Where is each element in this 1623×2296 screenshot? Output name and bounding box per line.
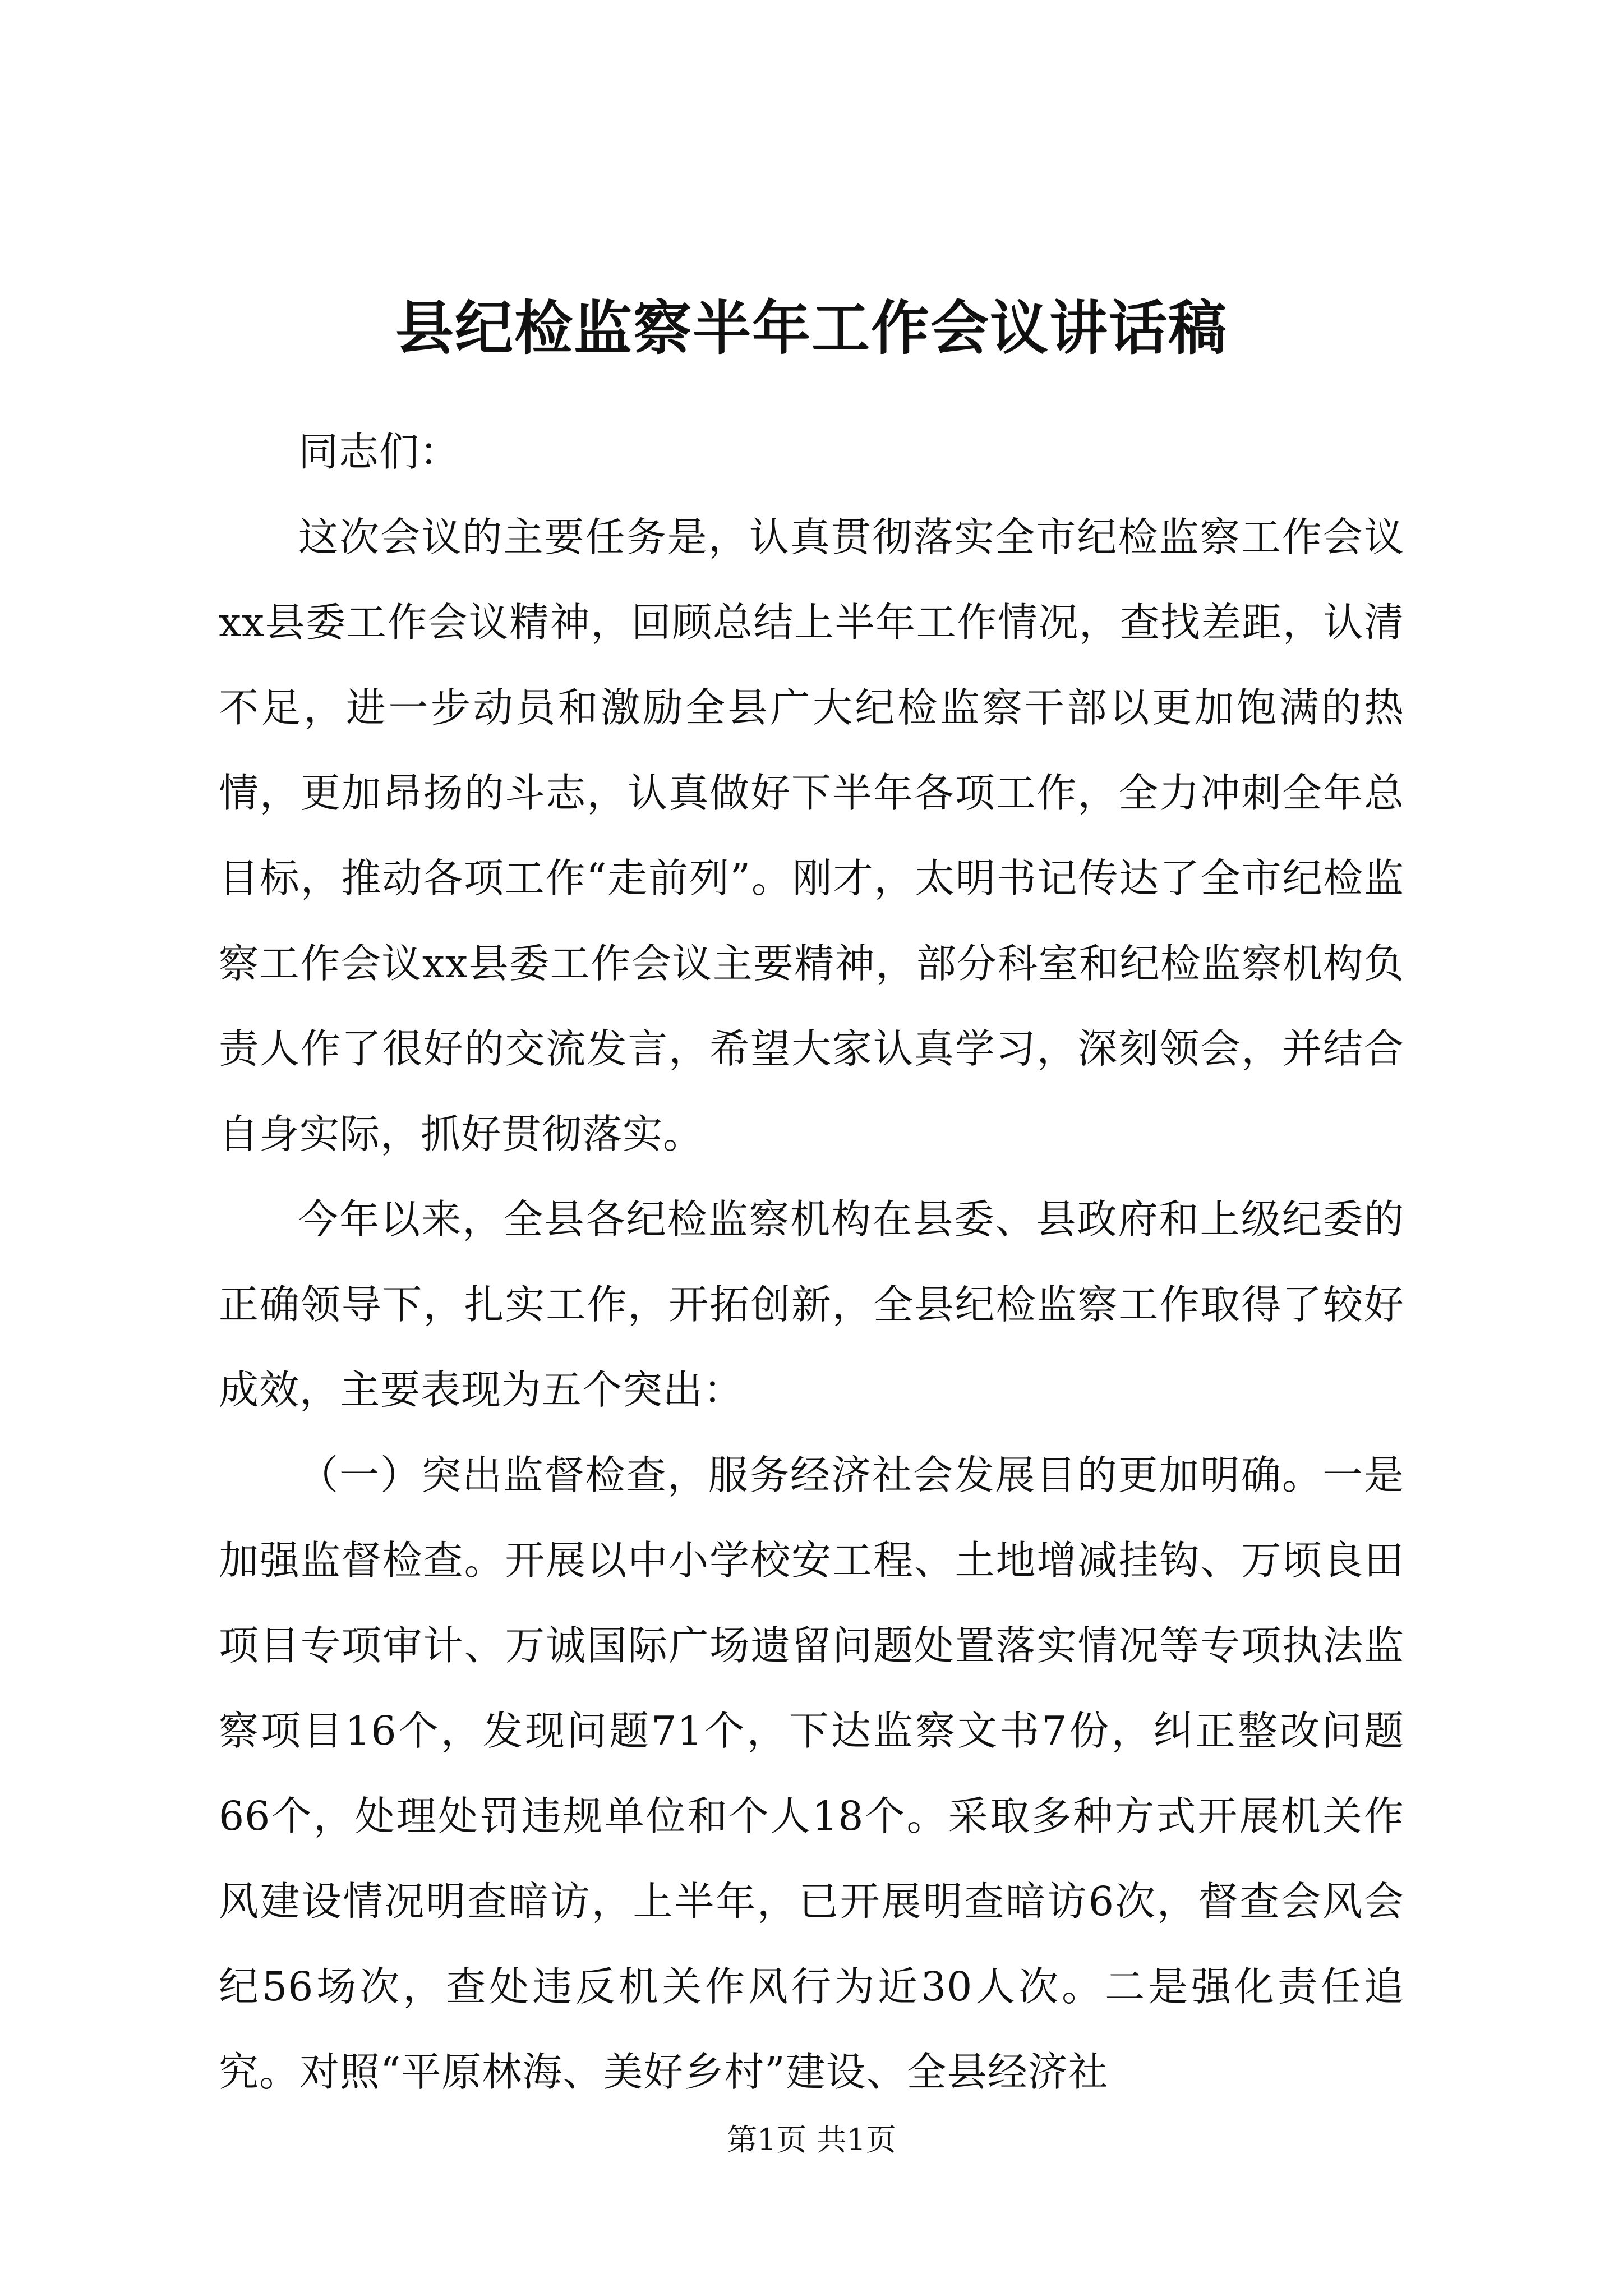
- body-paragraph: 这次会议的主要任务是，认真贯彻落实全市纪检监察工作会议xx县委工作会议精神，回顾总结上半年工作情况，查找差距，认清不足，进一步动员和激励全县广大纪检监察干部以更加饱满的热情，更加昂扬的斗志，认真做好下半年各项工作，全力冲刺全年总目标，推动各项工作“走前列”。刚才，太明书记传达了全市纪检监察工作会议xx县委工作会议主要精神，部分科室和纪检监察机构负责人作了很好的交流发言，希望大家认真学习，深刻领会，并结合自身实际，抓好贯彻落实。: [219, 514, 1404, 1157]
- body-paragraph: （一）突出监督检查，服务经济社会发展目的更加明确。一是加强监督检查。开展以中小学校安工程、土地增减挂钩、万顷良田项目专项审计、万诚国际广场遗留问题处置落实情况等专项执法监察项目16个，发现问题71个，下达监察文书7份，纠正整改问题66个，处理处罚违规单位和个人18个。采取多种方式开展机关作风建设情况明查暗访，上半年，已开展明查暗访6次，督查会风会纪56场次，查处违反机关作风行为近30人次。二是强化责任追究。对照“平原林海、美好乡村”建设、全县经济社: [219, 1452, 1404, 2095]
- document-title: 县纪检监察半年工作会议讲话稿: [395, 293, 1228, 362]
- body-paragraph: 今年以来，全县各纪检监察机构在县委、县政府和上级纪委的正确领导下，扎实工作，开拓创新，全县纪检监察工作取得了较好成效，主要表现为五个突出：: [219, 1196, 1404, 1413]
- page-footer: 第1页 共1页: [727, 2122, 896, 2157]
- salutation-paragraph: 同志们：: [298, 429, 460, 475]
- document-body: [219, 409, 1404, 2115]
